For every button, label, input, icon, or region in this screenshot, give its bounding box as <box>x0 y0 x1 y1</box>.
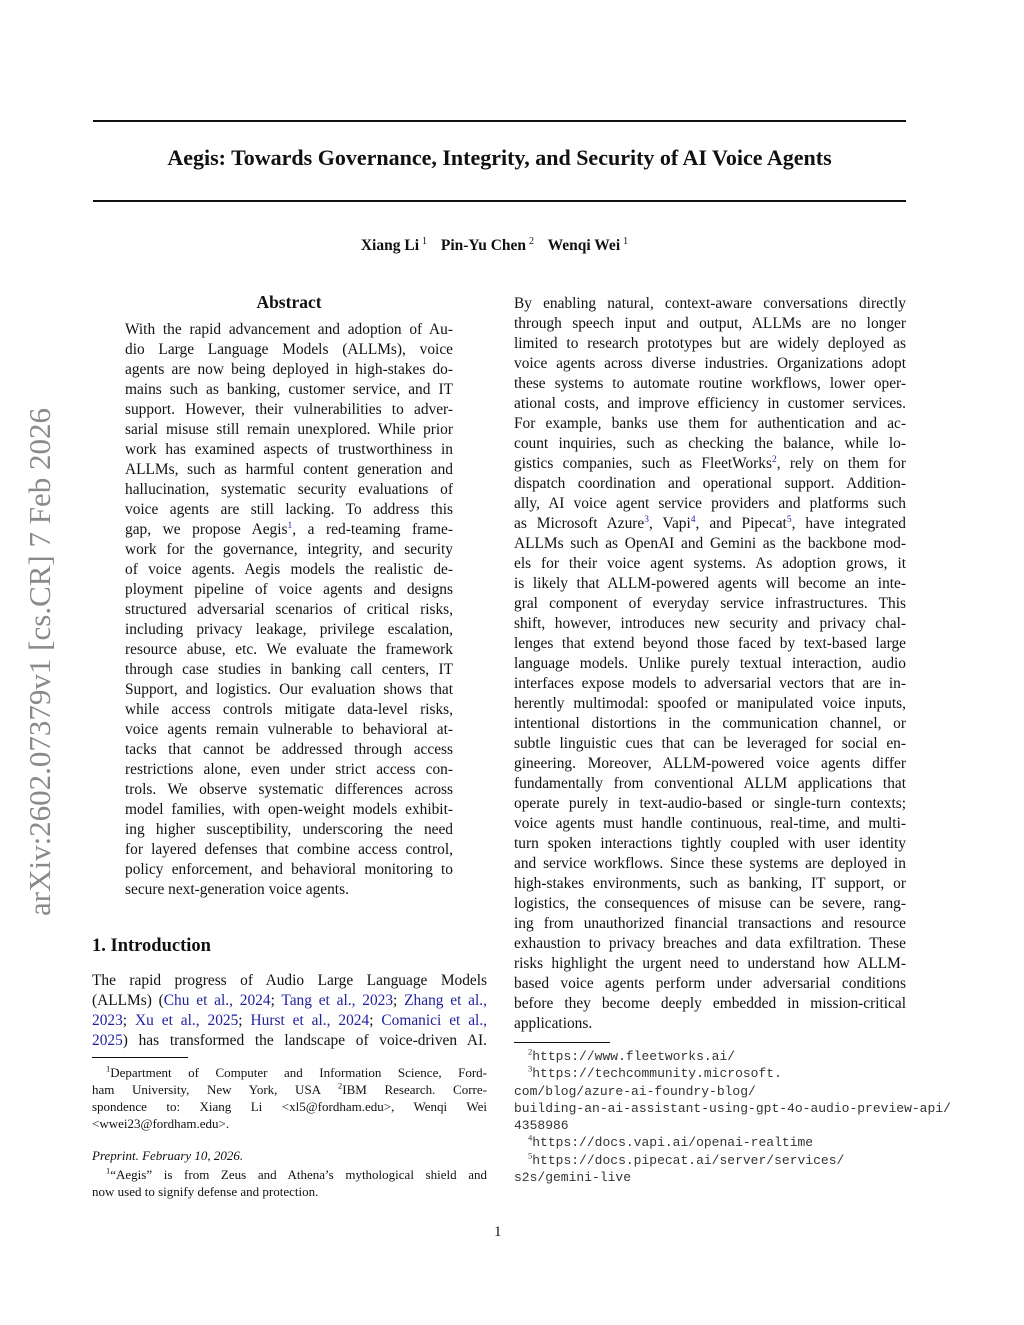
citation-link[interactable]: Zhang et al., <box>404 992 487 1009</box>
text-line: spondence to: Xiang Li <xl5@fordham.edu>, Wenqi Wei <box>92 1099 487 1114</box>
text-span: “Aegis” is from Zeus and Athena’s mythological shield and <box>110 1167 487 1182</box>
abstract-body <box>125 320 453 900</box>
url-footnote-line[interactable] <box>514 1065 951 1082</box>
text-line: including privacy leakage, privilege escalation, <box>125 621 453 638</box>
text-line: risks highlight the urgent need to understand how ALLM- <box>514 955 906 972</box>
text-line: applications. <box>514 1015 593 1032</box>
footnote-marker: 1 <box>106 1063 111 1074</box>
text-span: IBM Research. Corre- <box>342 1082 487 1097</box>
text-line: dio Large Language Models (ALLMs), voice <box>125 341 453 358</box>
text-line: By enabling natural, context-aware conversations directly <box>514 295 906 312</box>
text-line: language models. Unlike purely textual interaction, audio <box>514 655 906 672</box>
right-column-body <box>514 294 906 1034</box>
text-span: , rely on them for <box>776 455 906 472</box>
text-line: mains such as banking, customer service, and IT <box>125 381 453 398</box>
abstract-heading: Abstract <box>256 292 322 312</box>
text-line: herently multimodal: spoofed or manipulated voice inputs, <box>514 695 906 712</box>
footnote-marker: 2 <box>528 1046 533 1057</box>
citation-link[interactable]: 2025 <box>92 1032 123 1049</box>
author-name: Wenqi Wei <box>547 237 621 255</box>
citation-link[interactable]: 2023 <box>92 1012 123 1029</box>
url-footnote-line[interactable] <box>514 1169 951 1186</box>
introduction-body <box>92 971 487 1051</box>
footnote-marker[interactable]: 4 <box>690 514 696 525</box>
title-bottom-rule <box>93 200 906 202</box>
text-line: gineering. Moreover, ALLM-powered voice agents differ <box>514 755 906 772</box>
text-line: ployment pipeline of voice agents and designs <box>125 581 453 598</box>
citation-link[interactable]: Xu et al., 2025 <box>135 1012 239 1029</box>
text-line: these systems to automate routine workflows, lower oper- <box>514 375 906 392</box>
text-line: turn spoken interactions tightly coupled with user identity <box>514 835 906 852</box>
text-span: ham University, New York, USA <box>92 1082 339 1097</box>
text-line: fundamentally from conventional ALLM applications that <box>514 775 906 792</box>
text-line: interfaces expose models to adversarial vectors that are in- <box>514 675 906 692</box>
citation-link[interactable]: Hurst et al., 2024 <box>250 1012 370 1029</box>
page-number: 1 <box>494 1224 502 1240</box>
footnote-url[interactable]: https://docs.vapi.ai/openai-realtime <box>532 1135 814 1151</box>
text-line: <wwei23@fordham.edu>. <box>92 1116 230 1131</box>
text-line: ALLMs such as OpenAI and Gemini as the backbone mod- <box>514 535 906 552</box>
text-line: ALLMs, such as harmful content generation and <box>125 461 453 478</box>
text-line: tacks that cannot be addressed through access <box>125 741 453 758</box>
author-affiliation: 2 <box>529 236 535 247</box>
footnote-marker: 5 <box>528 1150 533 1161</box>
text-line: ally, AI voice agent service providers and platforms such <box>514 495 906 512</box>
footnote-url[interactable]: building-an-ai-assistant-using-gpt-4o-audio-preview-api/ <box>514 1100 951 1116</box>
text-line: restrictions alone, even under strict access con- <box>125 761 453 778</box>
text-line: trols. We observe systematic differences across <box>125 781 453 798</box>
text-span: , a red-teaming frame- <box>292 521 453 538</box>
text-line <box>92 1081 487 1098</box>
footnote-url[interactable]: s2s/gemini-live <box>514 1170 632 1186</box>
footnote-marker[interactable]: 5 <box>786 514 792 525</box>
author-name: Pin-Yu Chen <box>440 237 527 255</box>
citation-link[interactable]: Comanici et al., <box>381 1012 488 1029</box>
text-line: voice agents must handle continuous, real-time, and multi- <box>514 815 906 832</box>
footnote-rule-left <box>92 1057 188 1058</box>
text-line: structured adversarial scenarios of critical risks, <box>125 601 453 618</box>
author-name: Xiang Li <box>360 237 419 255</box>
text-span: ; <box>393 992 405 1009</box>
text-span: ; <box>369 1012 382 1029</box>
text-line: of voice agents. Aegis models the realistic de- <box>125 561 453 578</box>
text-span: gistics companies, such as FleetWorks <box>514 455 772 472</box>
text-line: hallucination, systematic security evaluations of <box>125 481 453 498</box>
text-line: lenges that extend beyond those faced by text-based large <box>514 635 906 652</box>
text-line: through case studies in banking call centers, IT <box>125 661 453 678</box>
footnote-marker: 1 <box>106 1165 111 1176</box>
text-line: support. However, their vulnerabilities to adver- <box>125 401 453 418</box>
preprint-date: Preprint. February 10, 2026. <box>92 1148 244 1163</box>
text-line <box>514 514 906 534</box>
affiliation-footnote <box>92 1064 487 1132</box>
text-line: before they become deeply embedded in mission-critical <box>514 995 906 1012</box>
text-line <box>92 991 487 1011</box>
text-line: work for the governance, integrity, and security <box>125 541 453 558</box>
text-line: ing from unauthorized financial transactions and resource <box>514 915 906 932</box>
footnote-url[interactable]: com/blog/azure-ai-foundry-blog/ <box>514 1083 756 1099</box>
text-line: voice agents across diverse industries. Organizations adopt <box>514 355 906 372</box>
text-line: exhaustion to privacy breaches and data exfiltration. These <box>514 935 906 952</box>
text-line: and service workflows. Since these systems are deployed in <box>514 855 906 872</box>
text-line: voice agents are still lacking. To address this <box>125 501 453 518</box>
text-line: policy enforcement, and behavioral monitoring to <box>125 861 453 878</box>
text-line: shift, however, introduces new security and privacy chal- <box>514 615 906 632</box>
text-line <box>92 1011 487 1031</box>
footnote-marker[interactable]: 2 <box>771 454 777 465</box>
footnote-marker[interactable]: 1 <box>287 520 293 531</box>
text-span: Department of Computer and Information Science, Ford- <box>110 1065 487 1080</box>
text-span: ; <box>270 992 282 1009</box>
text-span: , have integrated <box>791 515 906 532</box>
url-footnote-line[interactable] <box>514 1048 951 1065</box>
citation-link[interactable]: Chu et al., 2024 <box>163 992 271 1009</box>
footnote-url[interactable]: https://www.fleetworks.ai/ <box>532 1049 736 1064</box>
url-footnotes <box>514 1048 951 1186</box>
introduction-heading: 1. Introduction <box>92 936 211 956</box>
text-line: voice agents remain vulnerable to behavioral at- <box>125 721 453 738</box>
author-affiliation: 1 <box>623 236 629 247</box>
text-line: for layered defenses that combine access control, <box>125 841 453 858</box>
text-line: limited to research prototypes but are widely deployed as <box>514 335 906 352</box>
text-line: sarial misuse still remain unexplored. While prior <box>125 421 453 438</box>
text-line: The rapid progress of Audio Large Language Models <box>92 972 487 989</box>
url-footnote-line[interactable] <box>514 1117 951 1134</box>
text-line <box>92 1031 487 1051</box>
text-span: (ALLMs) ( <box>92 992 164 1009</box>
footnote-marker[interactable]: 3 <box>644 514 649 525</box>
text-line <box>92 1166 487 1183</box>
text-line: With the rapid advancement and adoption of Au- <box>125 321 453 338</box>
text-line: through speech input and output, ALLMs are no longer <box>514 315 906 332</box>
text-span: , Vapi <box>648 515 691 532</box>
footnote-url[interactable]: https://docs.pipecat.ai/server/services/ <box>532 1152 845 1168</box>
text-line: For example, banks use them for authentication and ac- <box>514 415 906 432</box>
text-span: gap, we propose Aegis <box>125 521 288 538</box>
author-affiliation: 1 <box>422 236 427 247</box>
text-line: dispatch coordination and operational support. Addition- <box>514 475 906 492</box>
text-line: while access controls mitigate data-level risks, <box>125 701 453 718</box>
text-line: work has examined aspects of trustworthiness in <box>125 441 453 458</box>
text-line: subtle linguistic cues that can be leveraged for social en- <box>514 735 906 752</box>
text-line: now used to signify defense and protection. <box>92 1184 319 1199</box>
footnote-marker: 3 <box>528 1063 533 1074</box>
aegis-footnote <box>92 1166 487 1200</box>
text-line: agents are now being deployed in high-stakes do- <box>125 361 453 378</box>
title-top-rule <box>93 120 906 122</box>
author-list <box>93 236 906 255</box>
url-footnote-line[interactable] <box>514 1134 951 1151</box>
text-line: logistics, the consequences of misuse can be severe, rang- <box>514 895 906 912</box>
text-line <box>514 454 906 474</box>
text-line: ing higher susceptibility, underscoring the need <box>125 821 453 838</box>
url-footnote-line[interactable] <box>514 1152 951 1169</box>
text-line <box>125 520 453 540</box>
footnote-url[interactable]: https://techcommunity.microsoft. <box>532 1066 782 1082</box>
text-span: as Microsoft Azure <box>514 515 645 532</box>
text-span: , and Pipecat <box>695 515 787 532</box>
footnote-marker: 2 <box>338 1080 343 1091</box>
text-span: ) has transformed the landscape of voice-driven AI. <box>122 1032 487 1049</box>
arxiv-watermark: arXiv:2602.07379v1 [cs.CR] 7 Feb 2026 <box>22 407 57 917</box>
text-line: els for their voice agent systems. As adoption grows, it <box>514 555 906 572</box>
text-line: intentional distortions in the communication channel, or <box>514 715 906 732</box>
footnote-rule-right <box>514 1042 610 1043</box>
text-line: is likely that ALLM-powered agents will become an inte- <box>514 575 906 592</box>
footnote-url[interactable]: 4358986 <box>514 1118 569 1134</box>
citation-link[interactable]: Tang et al., 2023 <box>281 992 394 1009</box>
text-line: high-stakes environments, such as banking, IT support, or <box>514 875 906 892</box>
text-line: model families, with open-weight models exhibit- <box>125 801 453 818</box>
url-footnote-line[interactable] <box>514 1083 951 1100</box>
text-line: ational costs, and improve efficiency in customer services. <box>514 395 906 412</box>
text-line <box>92 1064 487 1081</box>
paper-title: Aegis: Towards Governance, Integrity, and Security of AI Voice Agents <box>167 145 832 170</box>
text-line: resource abuse, etc. We evaluate the framework <box>125 641 453 658</box>
text-line: gral component of everyday service infrastructures. This <box>514 595 906 612</box>
text-span: ; <box>238 1012 251 1029</box>
url-footnote-line[interactable] <box>514 1100 951 1117</box>
footnote-marker: 4 <box>528 1133 533 1144</box>
text-line: Support, and logistics. Our evaluation shows that <box>125 681 453 698</box>
text-line: count inquiries, such as checking the balance, while lo- <box>514 435 906 452</box>
text-line: operate purely in text-audio-based or single-turn contexts; <box>514 795 906 812</box>
text-span: ; <box>122 1012 135 1029</box>
text-line: based voice agents perform under adversarial conditions <box>514 975 906 992</box>
text-line: secure next-generation voice agents. <box>125 881 349 898</box>
